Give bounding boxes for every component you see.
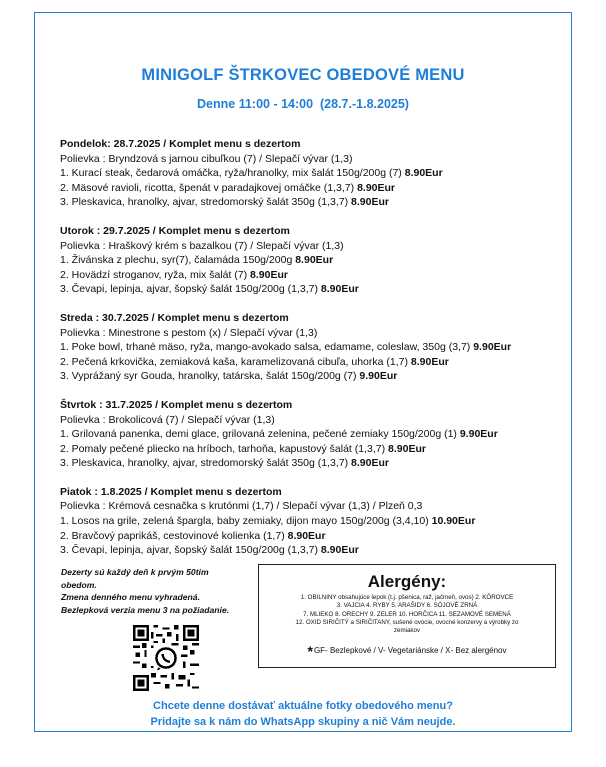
day-friday	[60, 485, 570, 558]
allergen-line: 3. VAJCIA 4. RYBY 5. ARAŠIDY 6. SÓJOVÉ ZRNÁ	[336, 602, 478, 610]
note-line: Dezerty sú každý deň k prvým 50tim	[61, 567, 209, 577]
menu-item	[60, 282, 570, 297]
soup-line: Polievka : Hraškový krém s bazalkou (7) / Slepačí vývar (1,3)	[60, 239, 344, 252]
menu-item	[60, 456, 570, 471]
soup-line: Polievka : Bryndzová s jarnou cibuľkou (7) / Slepačí vývar (1,3)	[60, 152, 353, 165]
footer-line: Chcete denne dostávať aktuálne fotky obedového menu?	[153, 700, 453, 712]
item-text: 1. Grilovaná panenka, demi glace, grilovaná zelenina, pečené zemiaky 150g/200g (1)	[60, 428, 460, 441]
menu-item	[60, 543, 570, 558]
allergen-list	[259, 594, 555, 635]
day-wednesday	[60, 311, 570, 384]
whatsapp-icon	[153, 645, 178, 670]
whatsapp-invite	[0, 698, 606, 730]
item-price: 9.90Eur	[473, 341, 512, 354]
allergen-legend	[259, 643, 555, 659]
menu-item	[60, 529, 570, 544]
allergen-line: 1. OBILNINY obsahujúce lepok (t.j. pšenica, raž, jačmeň, ovos) 2. KÔROVCE	[300, 594, 514, 601]
item-price: 8.90Eur	[320, 544, 359, 557]
item-text: 1. Losos na grile, zelená špargla, baby zemiaky, dijon mayo 150g/200g (3,4,10)	[60, 515, 432, 528]
item-price: 8.90Eur	[351, 196, 389, 209]
item-text: 2. Pomaly pečené pliecko na hríboch, tarhoňa, kapustový šalát (1,3,7)	[60, 442, 389, 455]
menu-item	[60, 514, 570, 529]
item-text: 3. Čevapi, lepinja, ajvar, šopský šalát 150g/200g (1,3,7)	[60, 283, 321, 296]
allergen-line: 12. OXID SIRIČITÝ a SIRIČITANY, sušené ovocie, ovocné konzervy a výrobky zo	[295, 618, 519, 626]
asterisk-mark: *	[307, 643, 313, 660]
day-thursday	[60, 398, 570, 471]
item-price: 8.90Eur	[287, 529, 326, 542]
item-text: 3. Pleskavica, hranolky, ajvar, stredomorský šalát 350g (1,3,7)	[60, 457, 352, 470]
menu-item	[60, 195, 570, 210]
menu-item	[60, 340, 570, 355]
soup-line: Polievka : Krémová cesnačka s krutónmi (1,7) / Slepačí vývar (1,3) / Plzeň 0,3	[60, 500, 423, 513]
day-monday	[60, 137, 570, 210]
item-text: 2. Mäsové ravioli, ricotta, špenát v paradajkovej omáčke (1,3,7)	[60, 181, 358, 194]
item-price: 8.90Eur	[250, 268, 288, 281]
menu-item	[60, 442, 570, 457]
note-line: Bezlepková verzia menu 3 na požiadanie.	[61, 604, 230, 615]
item-text: 1. Kurací steak, čedarová omáčka, ryža/hranolky, mix šalát 150g/200g (7)	[60, 167, 405, 180]
item-price: 8.90Eur	[351, 457, 389, 470]
item-text: 1. Živánska z plechu, syr(7), čalamáda 150g/200g	[60, 254, 296, 267]
item-price: 8.90Eur	[410, 355, 449, 368]
daily-menu	[60, 137, 570, 572]
item-text: 3. Vyprážaný syr Gouda, hranolky, tatárska, šalát 150g/200g (7)	[60, 370, 360, 383]
qr-code-icon[interactable]	[133, 625, 199, 691]
day-header: Štvrtok : 31.7.2025 / Komplet menu s dezertom	[60, 398, 293, 411]
item-price: 10.90Eur	[431, 515, 476, 528]
menu-item	[60, 369, 570, 384]
menu-item	[60, 268, 570, 283]
menu-item	[60, 181, 570, 196]
note-line: Zmena denného menu vyhradená.	[61, 592, 200, 603]
day-header: Piatok : 1.8.2025 / Komplet menu s dezertom	[60, 485, 282, 498]
page-title: MINIGOLF ŠTRKOVEC OBEDOVÉ MENU	[141, 66, 465, 84]
allergen-title: Alergény:	[367, 572, 447, 591]
item-text: 3. Pleskavica, hranolky, ajvar, stredomorský šalát 350g (1,3,7)	[60, 196, 352, 209]
item-price: 8.90Eur	[388, 442, 426, 455]
item-text: 2. Bravčový paprikáš, cestovinové kolienka (1,7)	[60, 529, 288, 542]
item-price: 9.90Eur	[459, 428, 498, 441]
day-header: Utorok : 29.7.2025 / Komplet menu s dezertom	[60, 224, 290, 237]
menu-hours: Denne 11:00 - 14:00 (28.7.-1.8.2025)	[197, 97, 409, 111]
note-line: obedom.	[61, 579, 97, 590]
allergen-box	[258, 564, 556, 668]
item-price: 8.90Eur	[357, 181, 396, 194]
item-price: 8.90Eur	[320, 283, 359, 296]
menu-item	[60, 427, 570, 442]
day-tuesday	[60, 224, 570, 297]
legend-text: GF- Bezlepkové / V- Vegetariánske / X- Bez alergénov	[313, 646, 507, 656]
menu-item	[60, 253, 570, 268]
allergen-line: zemiakov	[393, 627, 421, 635]
soup-line: Polievka : Minestrone s pestom (x) / Slepačí vývar (1,3)	[60, 326, 318, 339]
menu-item	[60, 166, 570, 181]
footer-line: Pridajte sa k nám do WhatsApp skupiny a nič Vám neujde.	[150, 716, 456, 728]
item-text: 2. Hovädzí stroganov, ryža, mix šalát (7)	[60, 268, 251, 281]
item-text: 3. Čevapi, lepinja, ajvar, šopský šalát 150g/200g (1,3,7)	[60, 544, 321, 557]
day-header: Pondelok: 28.7.2025 / Komplet menu s dezertom	[60, 138, 301, 150]
day-header: Streda : 30.7.2025 / Komplet menu s dezertom	[60, 311, 289, 324]
item-text: 2. Pečená krkovička, zemiaková kaša, karamelizovaná cibuľa, uhorka (1,7)	[60, 355, 411, 368]
allergen-line: 7. MLIEKO 8. ORECHY 9. ZELER 10. HORČICA 11. SEZAMOVÉ SEMENÁ	[303, 610, 511, 618]
soup-line: Polievka : Brokolicová (7) / Slepačí vývar (1,3)	[60, 413, 275, 426]
item-text: 1. Poke bowl, trhané mäso, ryža, mango-avokado salsa, edamame, coleslaw, 350g (3,7)	[60, 341, 474, 354]
item-price: 9.90Eur	[359, 370, 398, 383]
item-price: 8.90Eur	[295, 254, 334, 267]
item-price: 8.90Eur	[404, 167, 443, 180]
menu-notes	[61, 566, 261, 616]
menu-item	[60, 355, 570, 370]
